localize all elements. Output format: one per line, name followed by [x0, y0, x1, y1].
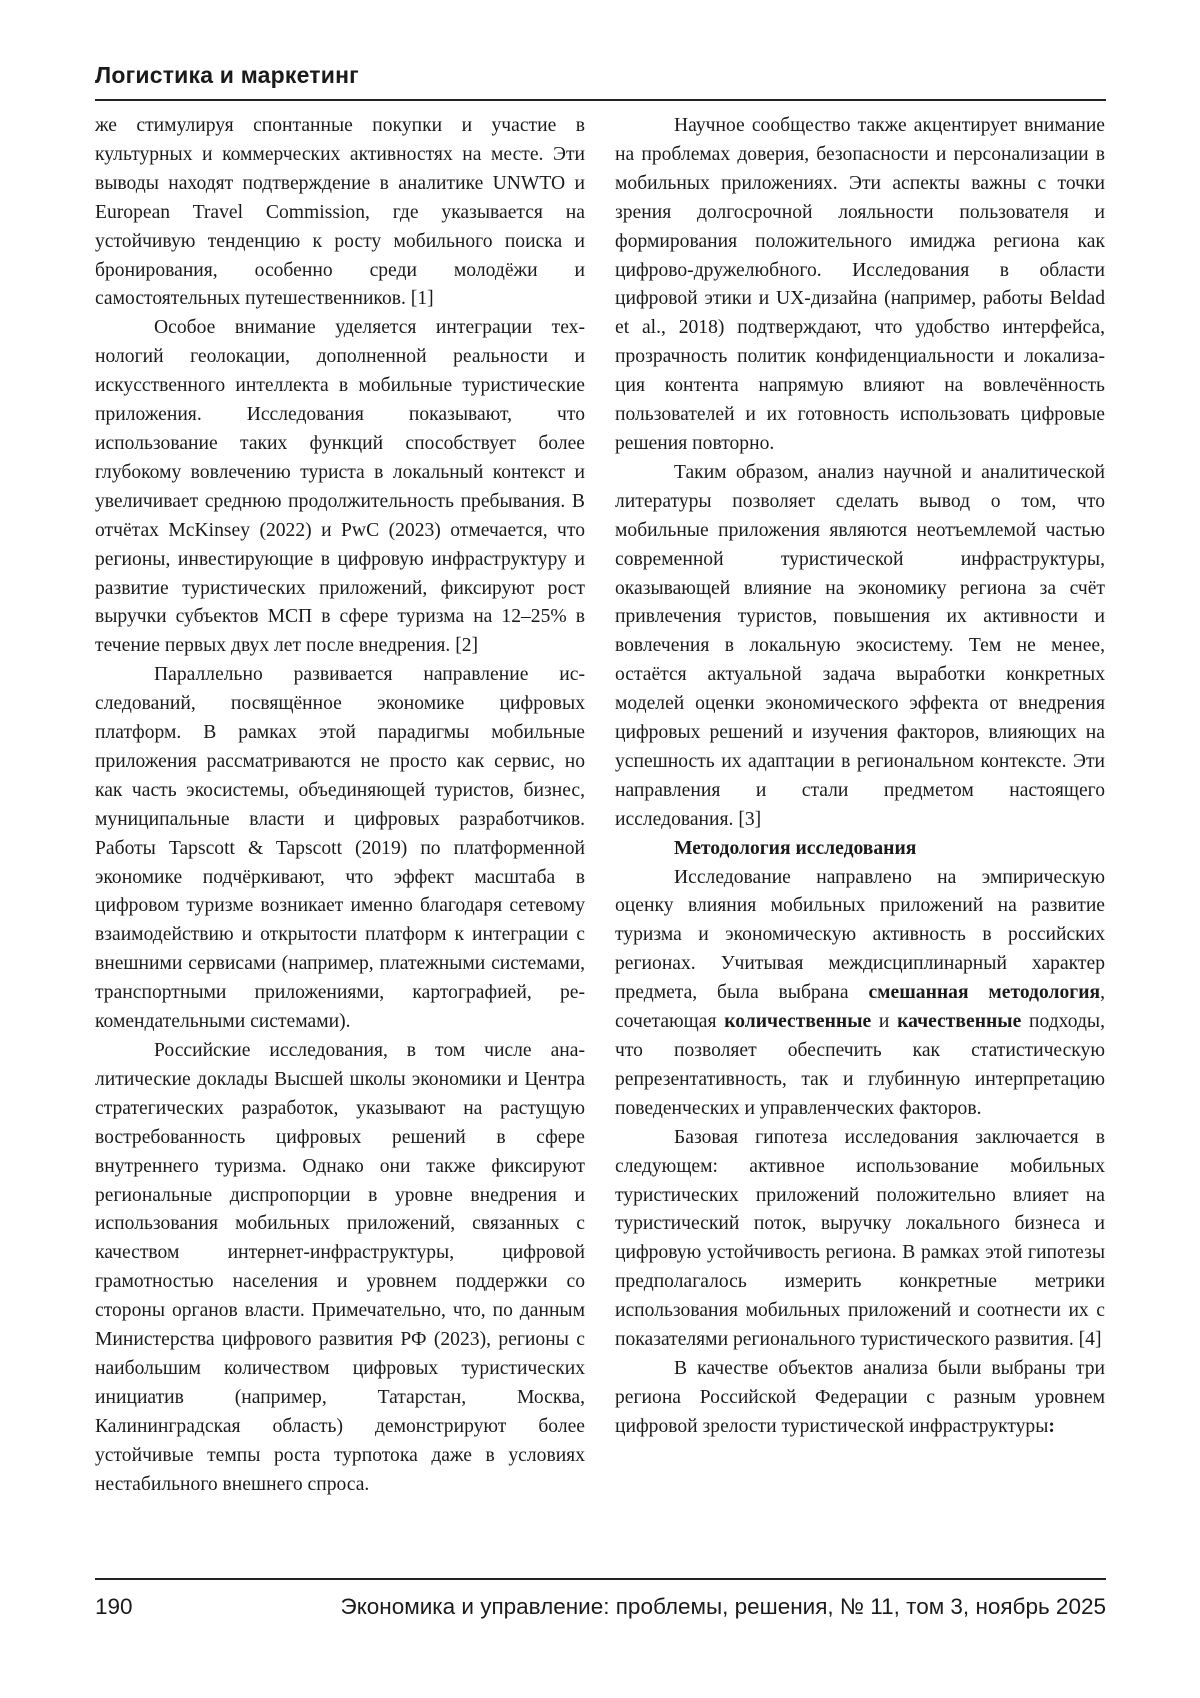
paragraph: Научное сообщество также акцентирует внимание на проблемах доверия, безопасности и персонализации в мобильных приложениях. Эти аспекты важны с точки зрения долгосрочной лояльности пользователя и формирования положительного имиджа региона как цифрово-дружелюбного. Исследования в области цифровой этики и UX-дизайна (например, работы Beldad et al., 2018) подтверждают, что удобство интерфейса, прозрачность политик конфиденциальности и локализация контента напрямую влияют на вовлечённость пользователей и их готовность использовать цифровые решения повторно. [615, 115, 1105, 454]
page-number: 190 [95, 1594, 133, 1619]
paragraph [615, 1355, 1105, 1442]
text-run: Исследование направлено на эмпирическую оценку влияния мобильных приложений на развитие туризма и экономическую активность в российских регионах. Учитывая междисциплинарный характер предмета, была выбрана [615, 866, 1105, 1004]
bold-term: количественные [724, 1011, 872, 1033]
paragraph [615, 864, 1105, 1124]
text-run: В качестве объектов анализа были выбраны три региона Российской Федерации с разным уровнем цифровой зрелости туристической инфраструктуры [615, 1357, 1105, 1437]
left-column [95, 112, 585, 1500]
text-run: подходы, что позволяет обеспечить как статистическую репрезентативность, так и глубинную интерпретацию поведенческих и управленческих факторов. [615, 1011, 1105, 1119]
header-rule [95, 99, 1106, 101]
bold-term: смешанная методология [868, 982, 1101, 1004]
text-run: и [871, 1011, 898, 1033]
paragraph: Российские исследования, в том числе аналитические доклады Высшей школы экономики и Центра стратегических разработок, указывают на растущую востребованность цифровых решений в сфере внутреннего туризма. Однако они также фиксируют региональные диспропорции в уровне внедрения и использования мобильных приложений, связанных с качеством интернет-инфраструктуры, цифровой грамотностью населения и уровнем поддержки со стороны органов власти. Примечательно, что, по данным Министерства цифрового развития РФ (2023), регионы с наибольшим количеством цифровых туристических инициатив (например, Татарстан, Москва, Калининградская область) демонстрируют более устойчивые темпы роста турпотока даже в условиях нестабильного внешнего спроса. [95, 1040, 585, 1495]
paragraph: Параллельно развивается направление исследований, посвящённое экономике цифровых платформ. В рамках этой парадигмы мобильные приложения рассматриваются не просто как сервис, но как часть экосистемы, объединяющей туристов, бизнес, муниципальные власти и цифровых разработчиков. Работы Tapscott & Tapscott (2019) по платформенной экономике подчёркивают, что эффект масштаба в цифровом туризме возникает именно благодаря сетевому взаимодействию и открытости платформ к интеграции с внешними сервисами (например, платежными системами, транспортными приложениями, картографией, рекомендательными системами). [95, 664, 585, 1033]
footer-rule [95, 1578, 1106, 1580]
paragraph: Особое внимание уделяется интеграции технологий геолокации, дополненной реальности и искусственного интеллекта в мобильные туристические приложения. Исследования показывают, что использование таких функций способствует более глубокому вовлечению туриста в локальный контекст и увеличивает среднюю продолжительность пребывания. В отчётах McKinsey (2022) и PwC (2023) отмечается, что регионы, инвестирующие в цифровую инфраструктуру и развитие туристических приложений, фиксируют рост выручки субъектов МСП в сфере туризма на 12–25% в течение первых двух лет после внедрения. [2] [95, 317, 585, 657]
paragraph: Базовая гипотеза исследования заключается в следующем: активное использование мобильных туристических приложений положительно влияет на туристический поток, выручку локального бизнеса и цифровую устойчивость региона. В рамках этой гипотезы предполагалось измерить конкретные метрики использования мобильных приложений и соотнести их с показателями регионального туристического развития. [4] [615, 1126, 1105, 1351]
paragraph: же стимулируя спонтанные покупки и участие в культурных и коммерческих активностях на месте. Эти выводы находят подтверждение в аналитике UNWTO и European Travel Commission, где указывается на устойчивую тенденцию к росту мобильного поиска и бронирования, особенно среди молодёжи и самостоятельных путешественников. [1] [95, 115, 585, 310]
journal-citation: Экономика и управление: проблемы, решения, № 11, том 3, ноябрь 2025 [340, 1594, 1106, 1619]
right-column [615, 112, 1105, 1442]
paragraph: Таким образом, анализ научной и аналитической литературы позволяет сделать вывод о том, что мобильные приложения являются неотъемлемой частью современной туристической инфраструктуры, оказывающей влияние на экономику региона за счёт привлечения туристов, повышения их активности и вовлечения в локальную экосистему. Тем не менее, остаётся актуальной задача выработки конкретных моделей оценки экономического эффекта от внедрения цифровых решений и изучения факторов, влияющих на успешность их адаптации в региональном контексте. Эти направления и стали предметом настоящего исследования. [3] [615, 461, 1105, 830]
bold-colon: : [1048, 1415, 1055, 1437]
bold-term: качественные [897, 1011, 1022, 1033]
section-heading: Методология исследования [674, 837, 917, 859]
running-header: Логистика и маркетинг [95, 62, 359, 88]
text-run: , сочетающая [615, 982, 1105, 1033]
